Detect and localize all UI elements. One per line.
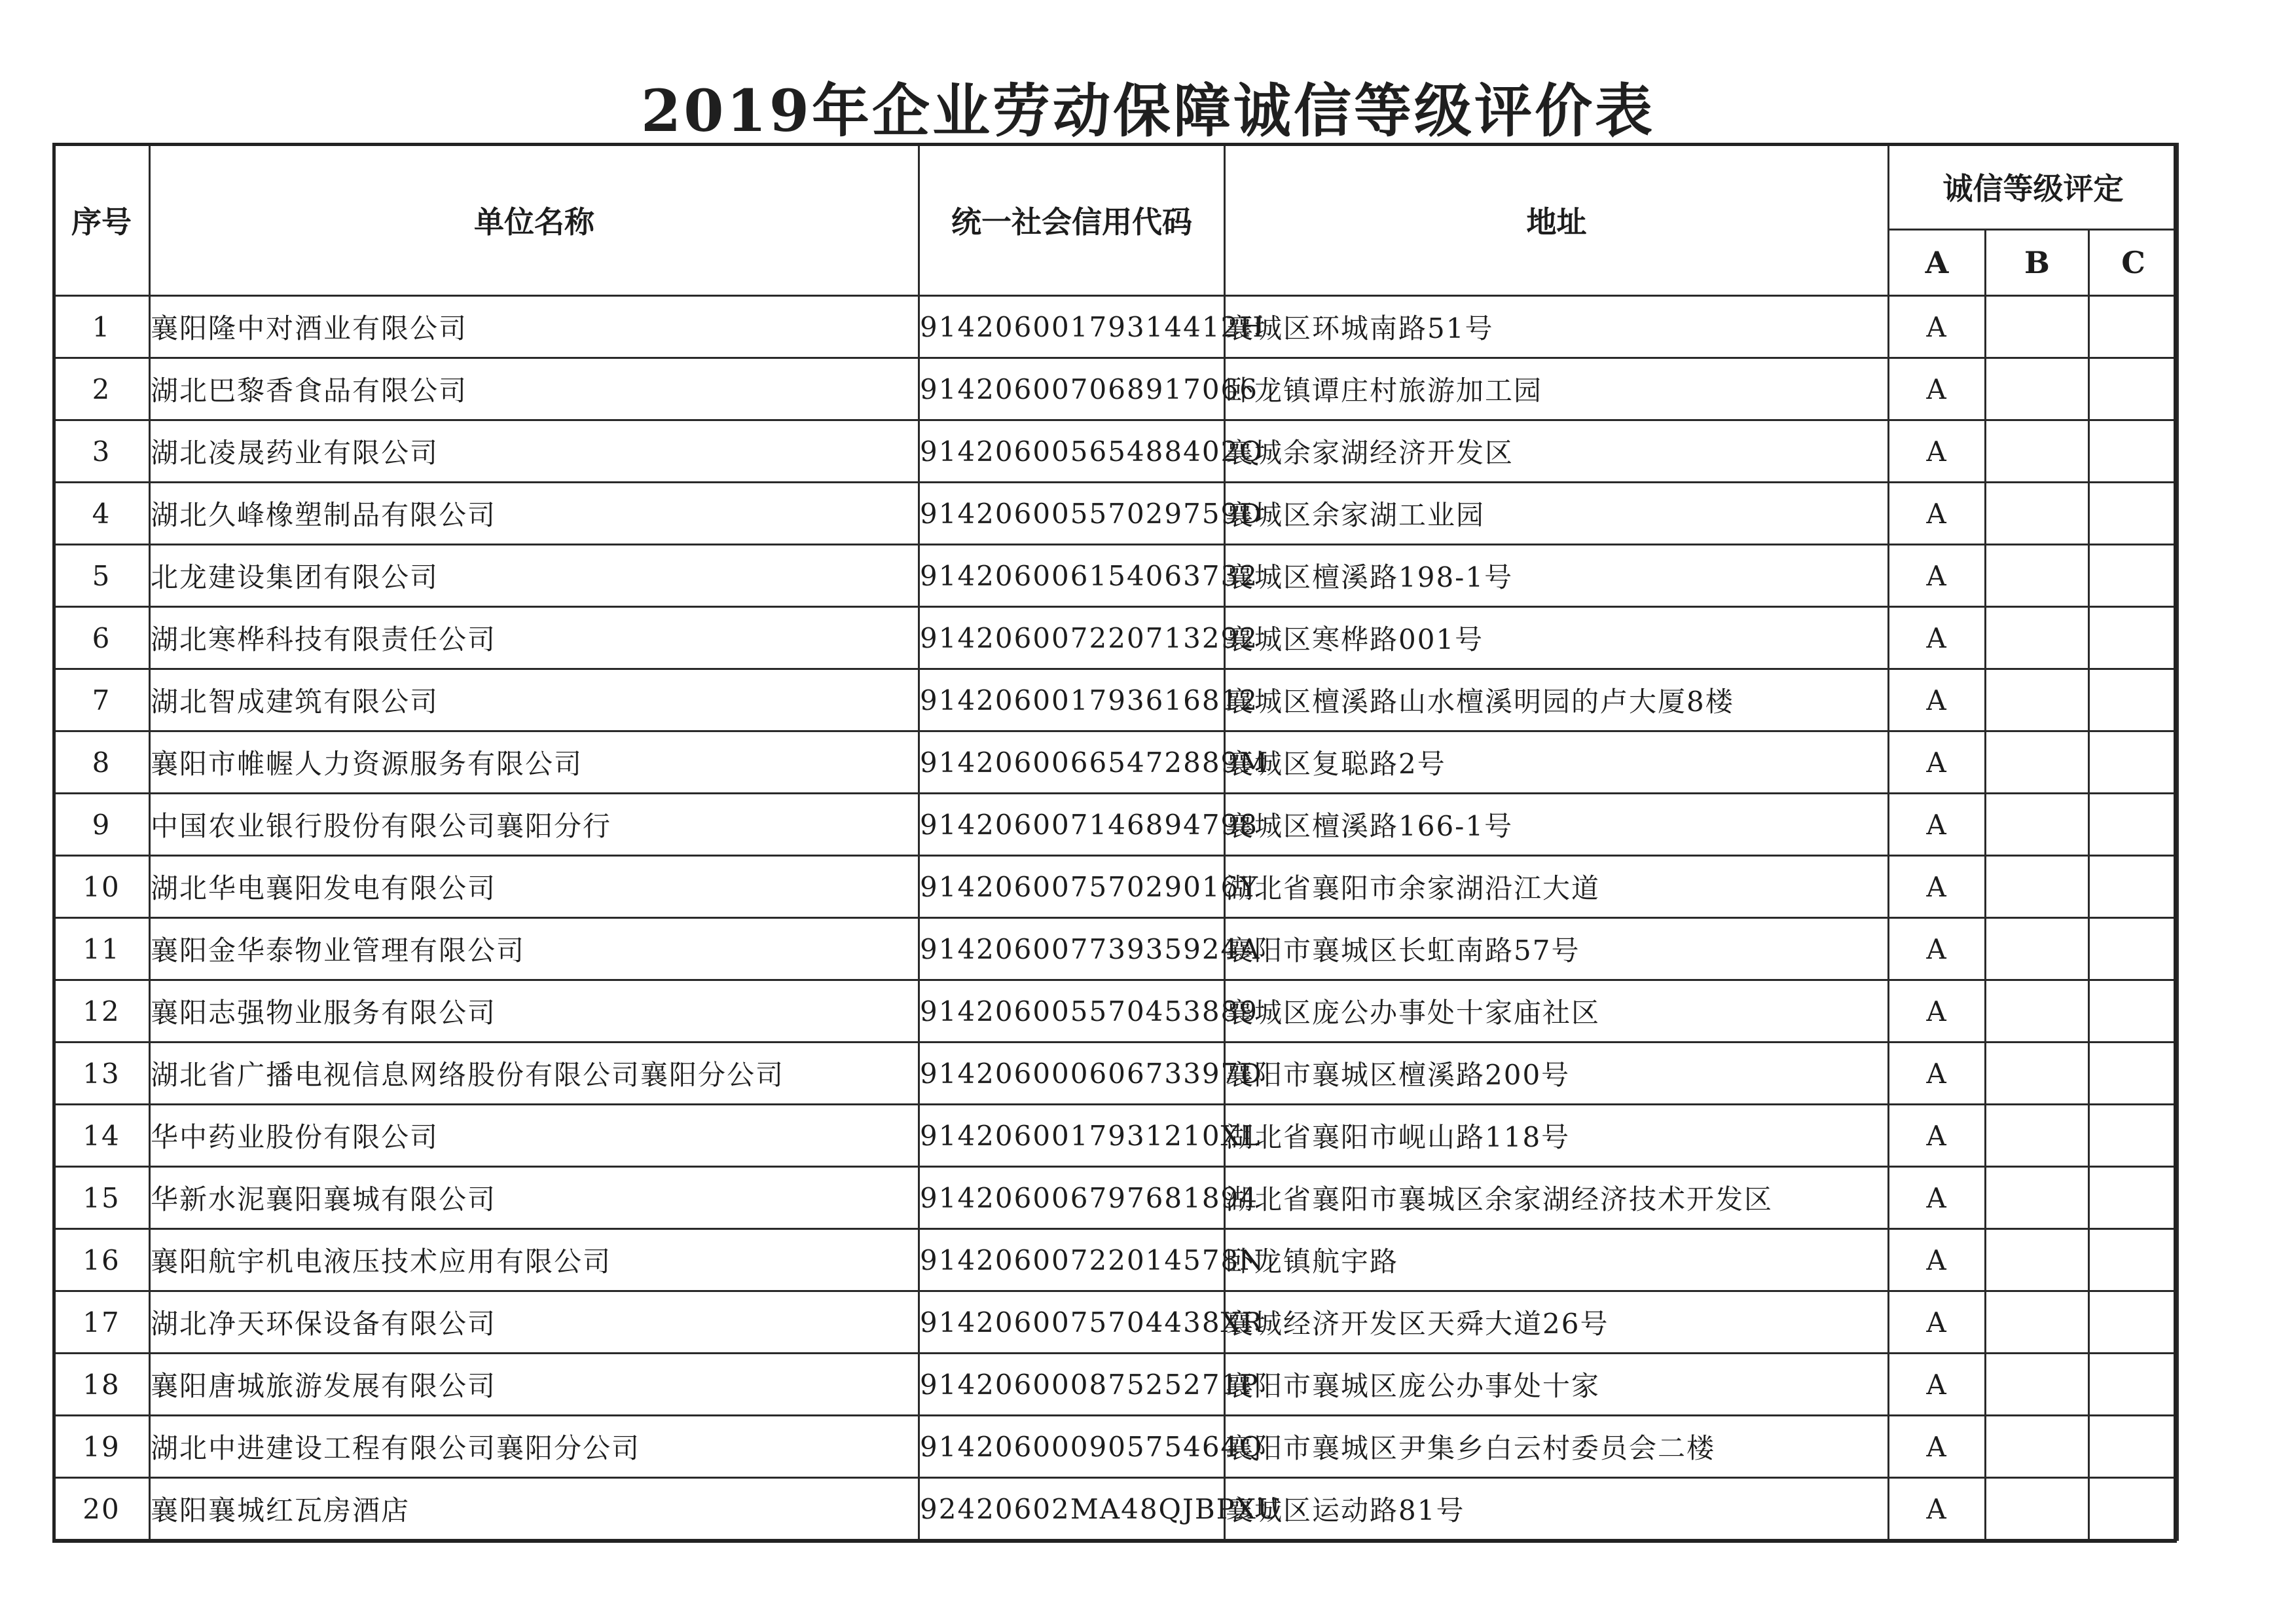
company-name: 中国农业银行股份有限公司襄阳分行: [150, 794, 919, 856]
table-row: [54, 1167, 2178, 1229]
credit-code: 91420600665472889M: [919, 731, 1225, 794]
grade-a: A: [1889, 1105, 1986, 1167]
row-number: 20: [54, 1478, 150, 1540]
address: 湖北省襄阳市襄城区余家湖经济技术开发区: [1225, 1167, 1889, 1229]
credit-code: 91420600090575464Q: [919, 1416, 1225, 1478]
credit-code: 91420600557029759D: [919, 483, 1225, 545]
company-name: 北龙建设集团有限公司: [150, 545, 919, 607]
grade-a: A: [1889, 918, 1986, 980]
address: 襄城区运动路81号: [1225, 1478, 1889, 1540]
address: 襄城区复聪路2号: [1225, 731, 1889, 794]
credit-code: 9142060075704438XR: [919, 1291, 1225, 1354]
header-address: 地址: [1225, 144, 1889, 296]
grade-b: [1986, 358, 2089, 420]
company-name: 襄阳志强物业服务有限公司: [150, 980, 919, 1043]
row-number: 19: [54, 1416, 150, 1478]
grade-b: [1986, 1105, 2089, 1167]
grade-b: [1986, 1291, 2089, 1354]
credit-code: 91420600773935924A: [919, 918, 1225, 980]
grade-c: [2089, 296, 2178, 358]
grade-b: [1986, 1043, 2089, 1105]
grade-c: [2089, 856, 2178, 918]
row-number: 15: [54, 1167, 150, 1229]
grade-a: A: [1889, 296, 1986, 358]
credit-code: 91420600179314412H: [919, 296, 1225, 358]
rating-table: [52, 143, 2179, 1541]
grade-a: A: [1889, 607, 1986, 669]
row-number: 9: [54, 794, 150, 856]
table-row: [54, 483, 2178, 545]
company-name: 湖北华电襄阳发电有限公司: [150, 856, 919, 918]
company-name: 襄阳隆中对酒业有限公司: [150, 296, 919, 358]
address: 湖北省襄阳市岘山路118号: [1225, 1105, 1889, 1167]
company-name: 湖北省广播电视信息网络股份有限公司襄阳分公司: [150, 1043, 919, 1105]
grade-b: [1986, 296, 2089, 358]
grade-b: [1986, 545, 2089, 607]
credit-code: 91420600087525271P: [919, 1354, 1225, 1416]
grade-b: [1986, 1229, 2089, 1291]
grade-b: [1986, 1354, 2089, 1416]
company-name: 湖北巴黎香食品有限公司: [150, 358, 919, 420]
row-number: 10: [54, 856, 150, 918]
grade-b: [1986, 980, 2089, 1043]
address: 襄城区余家湖工业园: [1225, 483, 1889, 545]
address: 襄城区檀溪路山水檀溪明园的卢大厦8楼: [1225, 669, 1889, 731]
grade-c: [2089, 1105, 2178, 1167]
table-row: [54, 731, 2178, 794]
credit-code: 9142060017931210XL: [919, 1105, 1225, 1167]
grade-b: [1986, 731, 2089, 794]
grade-a: A: [1889, 1478, 1986, 1540]
grade-c: [2089, 1229, 2178, 1291]
grade-b: [1986, 918, 2089, 980]
company-name: 湖北智成建筑有限公司: [150, 669, 919, 731]
table-body: [54, 296, 2178, 1540]
header-grade-b: B: [1986, 230, 2089, 296]
table-row: [54, 1105, 2178, 1167]
company-name: 湖北凌晟药业有限公司: [150, 420, 919, 483]
table-row: [54, 1043, 2178, 1105]
grade-c: [2089, 1291, 2178, 1354]
credit-code: 914206001793616812: [919, 669, 1225, 731]
table-row: [54, 296, 2178, 358]
grade-c: [2089, 1167, 2178, 1229]
grade-a: A: [1889, 1229, 1986, 1291]
grade-c: [2089, 980, 2178, 1043]
company-name: 襄阳唐城旅游发展有限公司: [150, 1354, 919, 1416]
credit-code: 91420600565488402Q: [919, 420, 1225, 483]
credit-code: 91420600060673397D: [919, 1043, 1225, 1105]
address: 襄城区寒桦路001号: [1225, 607, 1889, 669]
grade-a: A: [1889, 856, 1986, 918]
header-grade-c: C: [2089, 230, 2178, 296]
table-header: [54, 144, 2178, 296]
page-title: 2019年企业劳动保障诚信等级评价表: [641, 77, 1655, 145]
address: 襄城区檀溪路198-1号: [1225, 545, 1889, 607]
row-number: 18: [54, 1354, 150, 1416]
row-number: 13: [54, 1043, 150, 1105]
company-name: 襄阳市帷幄人力资源服务有限公司: [150, 731, 919, 794]
grade-a: A: [1889, 1416, 1986, 1478]
grade-b: [1986, 794, 2089, 856]
grade-c: [2089, 1043, 2178, 1105]
table-row: [54, 358, 2178, 420]
row-number: 14: [54, 1105, 150, 1167]
table-row: [54, 856, 2178, 918]
address: 襄阳市襄城区尹集乡白云村委员会二楼: [1225, 1416, 1889, 1478]
grade-a: A: [1889, 358, 1986, 420]
grade-c: [2089, 545, 2178, 607]
address: 襄阳市襄城区庞公办事处十家: [1225, 1354, 1889, 1416]
grade-a: A: [1889, 420, 1986, 483]
address: 襄城经济开发区天舜大道26号: [1225, 1291, 1889, 1354]
grade-b: [1986, 483, 2089, 545]
grade-b: [1986, 607, 2089, 669]
table-row: [54, 1291, 2178, 1354]
company-name: 湖北净天环保设备有限公司: [150, 1291, 919, 1354]
table-row: [54, 607, 2178, 669]
table-row: [54, 980, 2178, 1043]
row-number: 5: [54, 545, 150, 607]
credit-code: 914206007068917066: [919, 358, 1225, 420]
credit-code: 914206007220713292: [919, 607, 1225, 669]
address: 卧龙镇航宇路: [1225, 1229, 1889, 1291]
row-number: 17: [54, 1291, 150, 1354]
grade-c: [2089, 794, 2178, 856]
grade-a: A: [1889, 669, 1986, 731]
grade-c: [2089, 669, 2178, 731]
table-row: [54, 1354, 2178, 1416]
grade-c: [2089, 1416, 2178, 1478]
row-number: 7: [54, 669, 150, 731]
address: 襄城余家湖经济开发区: [1225, 420, 1889, 483]
company-name: 襄阳金华泰物业管理有限公司: [150, 918, 919, 980]
address: 襄阳市襄城区檀溪路200号: [1225, 1043, 1889, 1105]
company-name: 湖北寒桦科技有限责任公司: [150, 607, 919, 669]
grade-b: [1986, 669, 2089, 731]
table-row: [54, 1229, 2178, 1291]
grade-a: A: [1889, 980, 1986, 1043]
table-row: [54, 1478, 2178, 1540]
grade-a: A: [1889, 1167, 1986, 1229]
grade-b: [1986, 856, 2089, 918]
header-code: 统一社会信用代码: [919, 144, 1225, 296]
company-name: 襄阳航宇机电液压技术应用有限公司: [150, 1229, 919, 1291]
company-name: 湖北中进建设工程有限公司襄阳分公司: [150, 1416, 919, 1478]
table-row: [54, 420, 2178, 483]
grade-c: [2089, 358, 2178, 420]
credit-code: 914206005570453889: [919, 980, 1225, 1043]
grade-a: A: [1889, 1043, 1986, 1105]
credit-code: 91420600757029016Y: [919, 856, 1225, 918]
header-rating: 诚信等级评定: [1889, 144, 2178, 230]
grade-a: A: [1889, 794, 1986, 856]
grade-a: A: [1889, 1291, 1986, 1354]
grade-b: [1986, 1478, 2089, 1540]
row-number: 8: [54, 731, 150, 794]
row-number: 4: [54, 483, 150, 545]
header-no: 序号: [54, 144, 150, 296]
table-row: [54, 669, 2178, 731]
credit-code: 914206006797681894: [919, 1167, 1225, 1229]
row-number: 11: [54, 918, 150, 980]
company-name: 湖北久峰橡塑制品有限公司: [150, 483, 919, 545]
table-row: [54, 545, 2178, 607]
credit-code: 914206006154063732: [919, 545, 1225, 607]
address: 襄阳市襄城区长虹南路57号: [1225, 918, 1889, 980]
address: 卧龙镇谭庄村旅游加工园: [1225, 358, 1889, 420]
credit-code: 91420600722014578N: [919, 1229, 1225, 1291]
header-name: 单位名称: [150, 144, 919, 296]
address: 襄城区庞公办事处十家庙社区: [1225, 980, 1889, 1043]
grade-c: [2089, 918, 2178, 980]
grade-c: [2089, 483, 2178, 545]
grade-a: A: [1889, 1354, 1986, 1416]
table-row: [54, 918, 2178, 980]
company-name: 襄阳襄城红瓦房酒店: [150, 1478, 919, 1540]
grade-b: [1986, 420, 2089, 483]
grade-b: [1986, 1167, 2089, 1229]
row-number: 3: [54, 420, 150, 483]
table-row: [54, 1416, 2178, 1478]
row-number: 6: [54, 607, 150, 669]
header-grade-a: A: [1889, 230, 1986, 296]
grade-c: [2089, 607, 2178, 669]
row-number: 16: [54, 1229, 150, 1291]
grade-c: [2089, 1478, 2178, 1540]
company-name: 华新水泥襄阳襄城有限公司: [150, 1167, 919, 1229]
address: 湖北省襄阳市余家湖沿江大道: [1225, 856, 1889, 918]
grade-c: [2089, 1354, 2178, 1416]
credit-code: 914206007146894798: [919, 794, 1225, 856]
credit-code: 92420602MA48QJBPXU: [919, 1478, 1225, 1540]
grade-a: A: [1889, 731, 1986, 794]
table-row: [54, 794, 2178, 856]
grade-a: A: [1889, 483, 1986, 545]
row-number: 1: [54, 296, 150, 358]
row-number: 2: [54, 358, 150, 420]
grade-a: A: [1889, 545, 1986, 607]
address: 襄城区环城南路51号: [1225, 296, 1889, 358]
grade-b: [1986, 1416, 2089, 1478]
grade-c: [2089, 731, 2178, 794]
address: 襄城区檀溪路166-1号: [1225, 794, 1889, 856]
row-number: 12: [54, 980, 150, 1043]
grade-c: [2089, 420, 2178, 483]
company-name: 华中药业股份有限公司: [150, 1105, 919, 1167]
